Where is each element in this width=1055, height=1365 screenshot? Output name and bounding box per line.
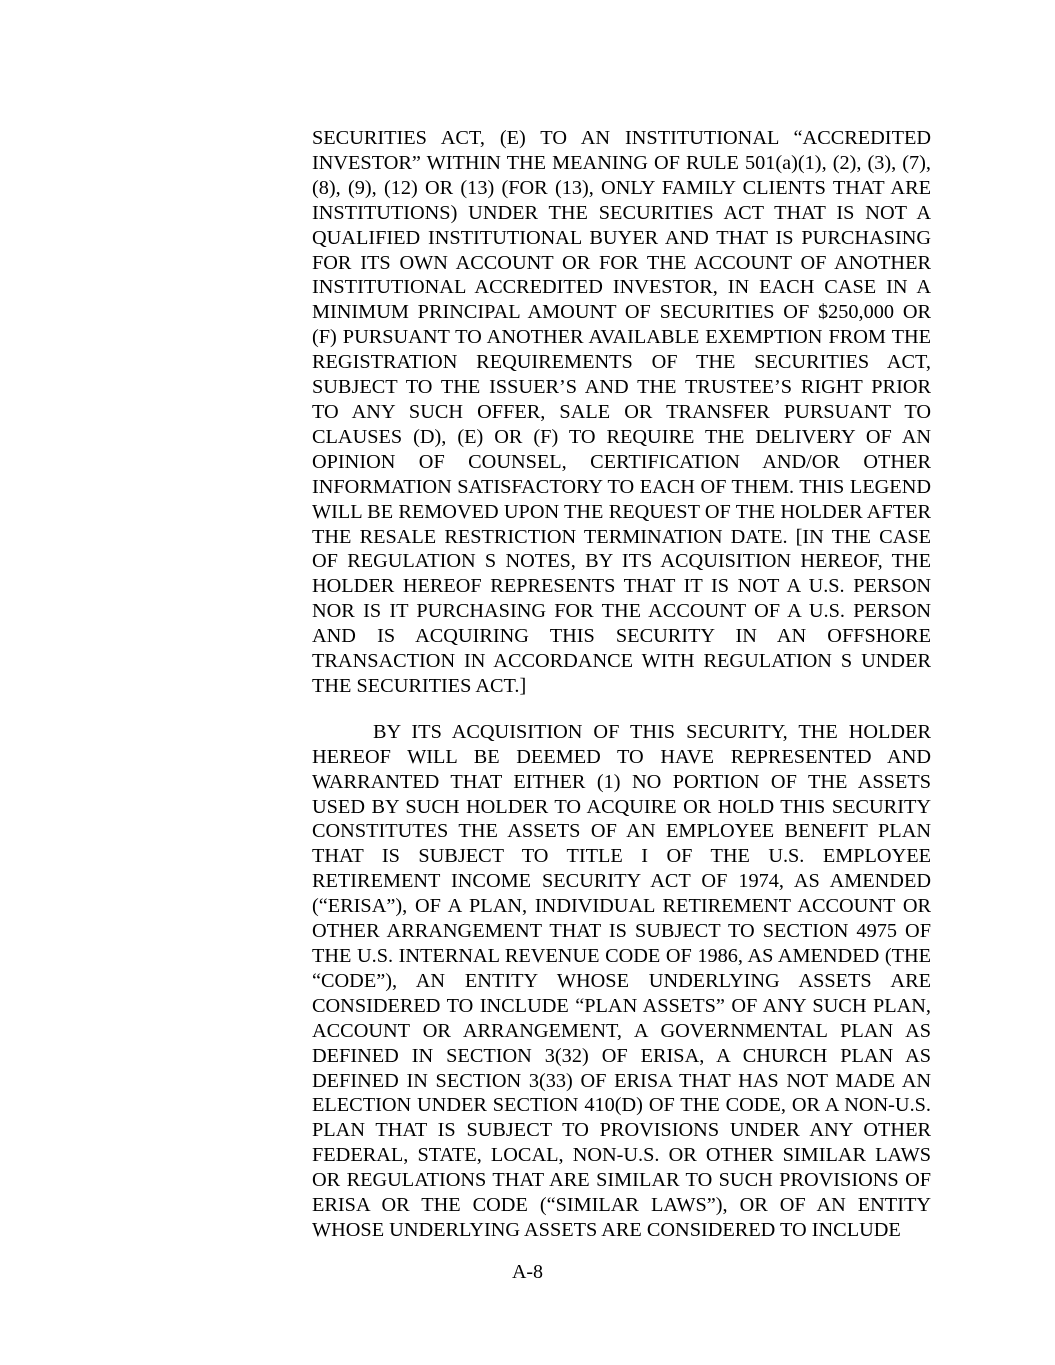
page-number: A-8 [511,1261,544,1283]
erisa-representation-paragraph: BY ITS ACQUISITION OF THIS SECURITY, THE HOLDER HEREOF WILL BE DEEMED TO HAVE REPRESENTED AND WARRANTED THAT EITHER (1) NO PORTION OF THE ASSETS USED BY SUCH HOLDER TO ACQUIRE OR HOLD THIS SECURITY CONSTITUTES THE ASSETS OF AN EMPLOYEE BENEFIT PLAN THAT IS SUBJECT TO TITLE I OF THE U.S. EMPLOYEE RETIREMENT INCOME SECURITY ACT OF 1974, AS AMENDED (“ERISA”), OF A PLAN, INDIVIDUAL RETIREMENT ACCOUNT OR OTHER ARRANGEMENT THAT IS SUBJECT TO SECTION 4975 OF THE U.S. INTERNAL REVENUE CODE OF 1986, AS AMENDED (THE “CODE”), AN ENTITY WHOSE UNDERLYING ASSETS ARE CONSIDERED TO INCLUDE “PLAN ASSETS” OF ANY SUCH PLAN, ACCOUNT OR ARRANGEMENT, A GOVERNMENTAL PLAN AS DEFINED IN SECTION 3(32) OF ERISA, A CHURCH PLAN AS DEFINED IN SECTION 3(33) OF ERISA THAT HAS NOT MADE AN ELECTION UNDER SECTION 410(D) OF THE CODE, OR A NON-U.S. PLAN THAT IS SUBJECT TO PROVISIONS UNDER ANY OTHER FEDERAL, STATE, LOCAL, NON-U.S. OR OTHER SIMILAR LAWS OR REGULATIONS THAT ARE SIMILAR TO SUCH PROVISIONS OF ERISA OR THE CODE (“SIMILAR LAWS”), OR OF AN ENTITY WHOSE UNDERLYING ASSETS ARE CONSIDERED TO INCLUDE [312,720,931,1241]
body-text [312,126,931,1243]
legend-paragraph-continued: SECURITIES ACT, (E) TO AN INSTITUTIONAL “ACCREDITED INVESTOR” WITHIN THE MEANING OF RULE 501(a)(1), (2), (3), (7), (8), (9), (12) OR (13) (FOR (13), ONLY FAMILY CLIENTS THAT ARE INSTITUTIONS) UNDER THE SECURITIES ACT THAT IS NOT A QUALIFIED INSTITUTIONAL BUYER AND THAT IS PURCHASING FOR ITS OWN ACCOUNT OR FOR THE ACCOUNT OF ANOTHER INSTITUTIONAL ACCREDITED INVESTOR, IN EACH CASE IN A MINIMUM PRINCIPAL AMOUNT OF SECURITIES OF $250,000 OR (F) PURSUANT TO ANOTHER AVAILABLE EXEMPTION FROM THE REGISTRATION REQUIREMENTS OF THE SECURITIES ACT, SUBJECT TO THE ISSUER’S AND THE TRUSTEE’S RIGHT PRIOR TO ANY SUCH OFFER, SALE OR TRANSFER PURSUANT TO CLAUSES (D), (E) OR (F) TO REQUIRE THE DELIVERY OF AN OPINION OF COUNSEL, CERTIFICATION AND/OR OTHER INFORMATION SATISFACTORY TO EACH OF THEM. THIS LEGEND WILL BE REMOVED UPON THE REQUEST OF THE HOLDER AFTER THE RESALE RESTRICTION TERMINATION DATE. [IN THE CASE OF REGULATION S NOTES, BY ITS ACQUISITION HEREOF, THE HOLDER HEREOF REPRESENTS THAT IT IS NOT A U.S. PERSON NOR IS IT PURCHASING FOR THE ACCOUNT OF A U.S. PERSON AND IS ACQUIRING THIS SECURITY IN AN OFFSHORE TRANSACTION IN ACCORDANCE WITH REGULATION S UNDER THE SECURITIES ACT.] [312,127,931,697]
